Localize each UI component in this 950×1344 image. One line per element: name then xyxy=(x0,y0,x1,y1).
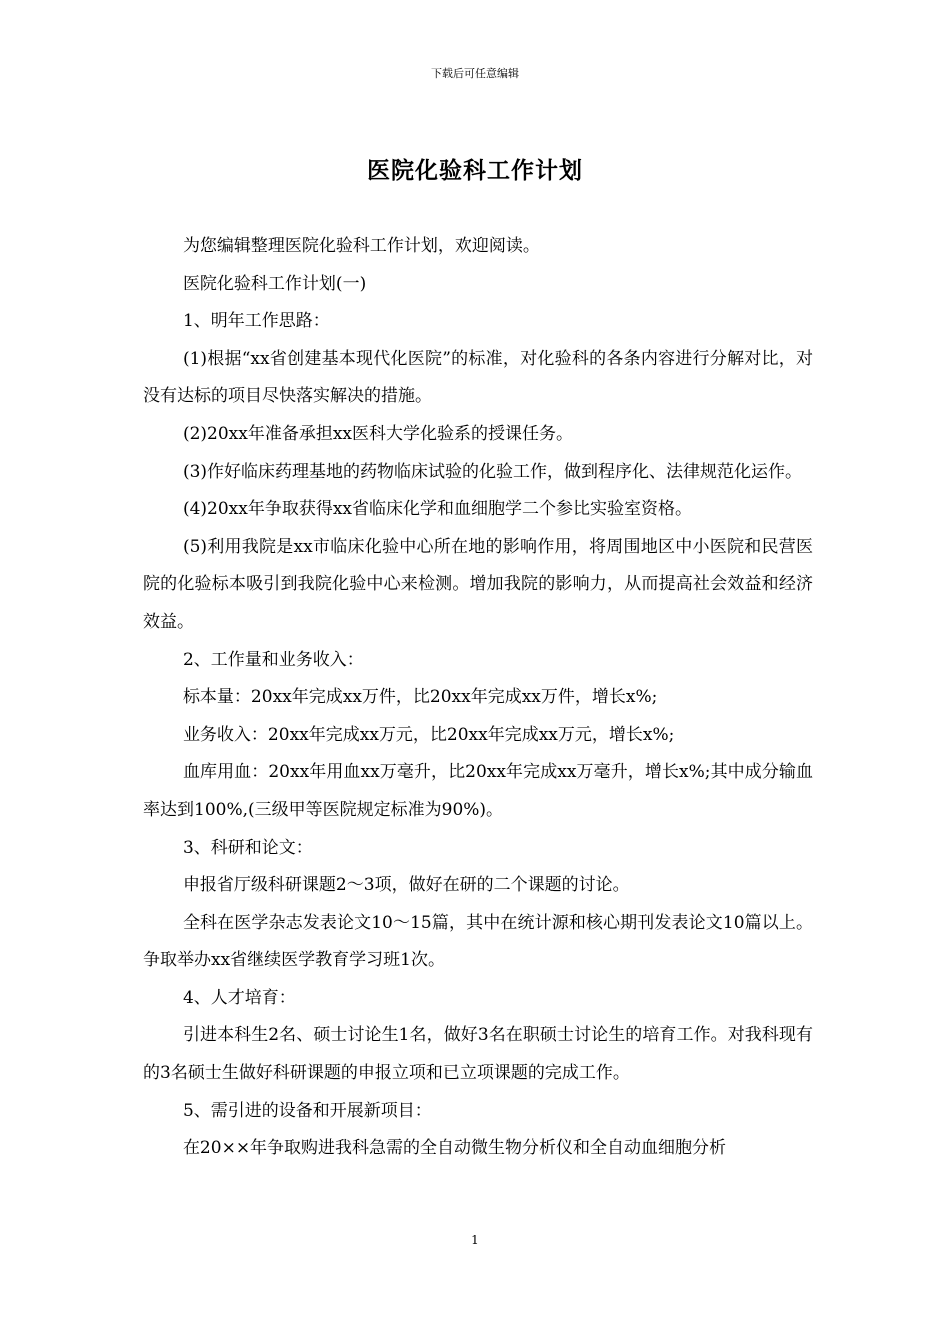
paragraph-section-heading: 医院化验科工作计划(一) xyxy=(182,273,367,294)
paragraph-blood-bank: 血库用血：20xx年用血xx万毫升，比20xx年完成xx万毫升，增长x%;其中成分输血率达到100%,(三级甲等医院规定标准为90%)。 xyxy=(143,762,813,820)
paragraph-heading-4: 4、人才培育： xyxy=(182,987,296,1008)
paragraph-business-income: 业务收入：20xx年完成xx万元，比20xx年完成xx万元，增长x%; xyxy=(182,724,675,745)
paragraph-specimen-volume: 标本量：20xx年完成xx万件，比20xx年完成xx万件，增长x%; xyxy=(182,687,658,708)
paragraph-heading-2: 2、工作量和业务收入： xyxy=(182,649,364,670)
paragraph-item-4: (4)20xx年争取获得xx省临床化学和血细胞学二个参比实验室资格。 xyxy=(182,499,692,520)
page-header-note: 下载后可任意编辑 xyxy=(431,67,519,80)
paragraph-talent-training: 引进本科生2名、硕士讨论生1名，做好3名在职硕士讨论生的培育工作。对我科现有的3名硕士生做好科研课题的申报立项和已立项课题的完成工作。 xyxy=(143,1025,813,1084)
page-number: 1 xyxy=(471,1233,479,1247)
paragraph-intro: 为您编辑整理医院化验科工作计划，欢迎阅读。 xyxy=(182,236,540,256)
paragraph-item-5: (5)利用我院是xx市临床化验中心所在地的影响作用，将周围地区中小医院和民营医院的化验标本吸引到我院化验中心来检测。增加我院的影响力，从而提高社会效益和经济效益。 xyxy=(143,536,813,632)
paragraph-publications: 全科在医学杂志发表论文10～15篇，其中在统计源和核心期刊发表论文10篇以上。争取举办xx省继续医学教育学习班1次。 xyxy=(143,912,813,971)
paragraph-item-1: (1)根据“xx省创建基本现代化医院”的标准，对化验科的各条内容进行分解对比，对没有达标的项目尽快落实解决的措施。 xyxy=(143,348,813,407)
paragraph-heading-3: 3、科研和论文： xyxy=(182,837,313,858)
paragraph-research-projects: 申报省厅级科研课题2～3项，做好在研的二个课题的讨论。 xyxy=(182,875,630,896)
document-body xyxy=(143,228,813,1168)
paragraph-heading-5: 5、需引进的设备和开展新项目： xyxy=(182,1100,432,1121)
document-title: 医院化验科工作计划 xyxy=(367,157,583,184)
paragraph-heading-1: 1、明年工作思路： xyxy=(182,311,330,332)
paragraph-equipment: 在20××年争取购进我科急需的全自动微生物分析仪和全自动血细胞分析 xyxy=(182,1138,727,1159)
paragraph-item-3: (3)作好临床药理基地的药物临床试验的化验工作，做到程序化、法律规范化运作。 xyxy=(182,461,803,482)
paragraph-item-2: (2)20xx年准备承担xx医科大学化验系的授课任务。 xyxy=(182,423,573,444)
